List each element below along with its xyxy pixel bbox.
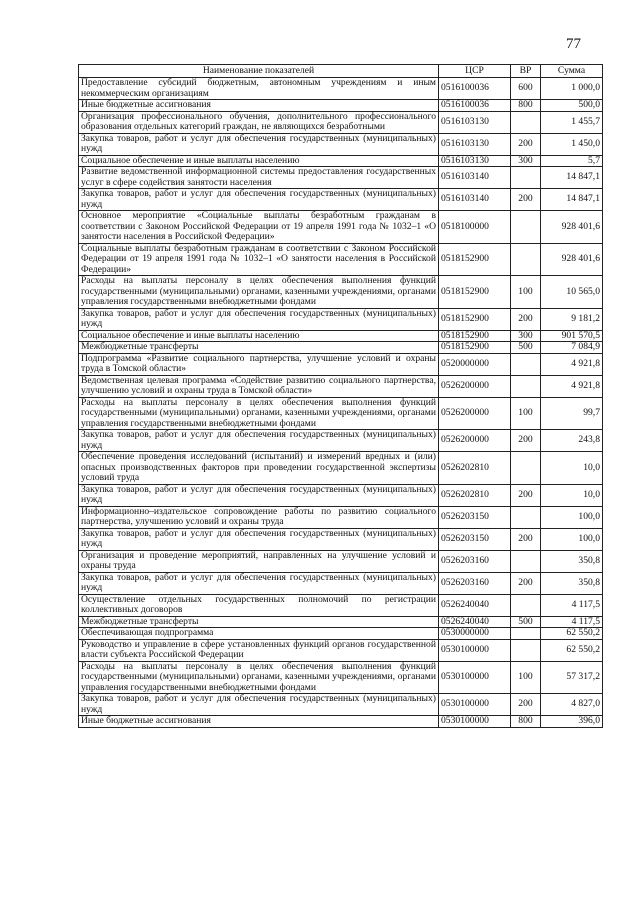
cell-csr: 0520000000 — [439, 353, 511, 375]
cell-vr: 800 — [511, 716, 541, 728]
cell-sum: 100,0 — [541, 528, 603, 550]
cell-vr — [511, 167, 541, 189]
cell-name: Закупка товаров, работ и услуг для обеспечения государственных (муниципальных) нужд — [79, 528, 439, 550]
table-row — [79, 353, 603, 375]
cell-vr: 500 — [511, 616, 541, 628]
table-row — [79, 594, 603, 616]
cell-vr: 200 — [511, 528, 541, 550]
table-row — [79, 133, 603, 155]
cell-name: Подпрограмма «Развитие социального партнерства, улучшение условий и охраны труда в Томской области» — [79, 353, 439, 375]
cell-vr: 200 — [511, 189, 541, 211]
table-row — [79, 342, 603, 354]
cell-sum: 350,8 — [541, 572, 603, 594]
cell-csr: 0530100000 — [439, 716, 511, 728]
cell-vr — [511, 506, 541, 528]
cell-csr: 0526202810 — [439, 452, 511, 485]
cell-vr — [511, 639, 541, 661]
cell-csr: 0526203160 — [439, 572, 511, 594]
table-row — [79, 616, 603, 628]
table-row — [79, 550, 603, 572]
cell-sum: 10 565,0 — [541, 276, 603, 309]
page-number: 77 — [566, 36, 581, 52]
cell-csr: 0526200000 — [439, 397, 511, 430]
table-row — [79, 167, 603, 189]
cell-vr — [511, 594, 541, 616]
cell-csr: 0526240040 — [439, 616, 511, 628]
cell-csr: 0526200000 — [439, 430, 511, 452]
cell-csr: 0518152900 — [439, 342, 511, 354]
cell-csr: 0530100000 — [439, 661, 511, 694]
cell-csr: 0526203160 — [439, 550, 511, 572]
cell-sum: 14 847,1 — [541, 167, 603, 189]
cell-csr: 0518152900 — [439, 330, 511, 342]
table-row — [79, 639, 603, 661]
cell-name: Закупка товаров, работ и услуг для обеспечения государственных (муниципальных) нужд — [79, 694, 439, 716]
table-row — [79, 430, 603, 452]
cell-csr: 0518152900 — [439, 243, 511, 276]
cell-sum: 62 550,2 — [541, 639, 603, 661]
cell-sum: 7 084,9 — [541, 342, 603, 354]
header-csr: ЦСР — [439, 65, 511, 78]
cell-vr: 200 — [511, 572, 541, 594]
cell-sum: 500,0 — [541, 100, 603, 112]
cell-vr: 200 — [511, 484, 541, 506]
table-row — [79, 484, 603, 506]
cell-name: Осуществление отдельных государственных полномочий по регистрации коллективных договоров — [79, 594, 439, 616]
table-row — [79, 189, 603, 211]
header-sum: Сумма — [541, 65, 603, 78]
table-row — [79, 78, 603, 100]
table-header — [79, 65, 603, 78]
cell-sum: 396,0 — [541, 716, 603, 728]
cell-csr: 0530000000 — [439, 628, 511, 640]
cell-vr: 200 — [511, 430, 541, 452]
cell-name: Основное мероприятие «Социальные выплаты безработным гражданам в соответствии с Законом Российской Федерации от 19 апреля 1991 года № 1032–1 «О занятости населения в Российской Федерации» — [79, 211, 439, 244]
cell-csr: 0516100036 — [439, 100, 511, 112]
table-row — [79, 528, 603, 550]
cell-name: Социальное обеспечение и иные выплаты населению — [79, 330, 439, 342]
cell-vr — [511, 628, 541, 640]
cell-name: Информационно–издательское сопровождение работы по развитию социального партнерства, улучшению условий и охраны труда — [79, 506, 439, 528]
cell-sum: 10,0 — [541, 452, 603, 485]
cell-sum: 4 117,5 — [541, 616, 603, 628]
cell-name: Закупка товаров, работ и услуг для обеспечения государственных (муниципальных) нужд — [79, 430, 439, 452]
cell-csr: 0526202810 — [439, 484, 511, 506]
table-row — [79, 375, 603, 397]
cell-vr — [511, 353, 541, 375]
budget-table — [78, 64, 603, 728]
cell-csr: 0516103130 — [439, 111, 511, 133]
cell-name: Закупка товаров, работ и услуг для обеспечения государственных (муниципальных) нужд — [79, 133, 439, 155]
cell-vr — [511, 550, 541, 572]
cell-sum: 243,8 — [541, 430, 603, 452]
cell-sum: 928 401,6 — [541, 243, 603, 276]
cell-name: Обеспечивающая подпрограмма — [79, 628, 439, 640]
table-body — [79, 78, 603, 728]
header-vr: ВР — [511, 65, 541, 78]
cell-csr: 0516103140 — [439, 189, 511, 211]
table-row — [79, 243, 603, 276]
table-row — [79, 716, 603, 728]
cell-name: Иные бюджетные ассигнования — [79, 100, 439, 112]
cell-name: Организация профессионального обучения, дополнительного профессионального образования отдельных категорий граждан, не являющихся безработными — [79, 111, 439, 133]
cell-name: Межбюджетные трансферты — [79, 342, 439, 354]
cell-name: Расходы на выплаты персоналу в целях обеспечения выполнения функций государственными (муниципальными) органами, казенными учреждениями, органами управления государственными внебюджетными фондами — [79, 397, 439, 430]
cell-vr — [511, 211, 541, 244]
cell-vr: 800 — [511, 100, 541, 112]
cell-name: Ведомственная целевая программа «Содействие развитию социального партнерства, улучшению условий и охраны труда в Томской области» — [79, 375, 439, 397]
cell-vr: 100 — [511, 661, 541, 694]
cell-name: Организация и проведение мероприятий, направленных на улучшение условий и охраны труда — [79, 550, 439, 572]
cell-name: Развитие ведомственной информационной системы предоставления государственных услуг в сфере содействия занятости населения — [79, 167, 439, 189]
cell-sum: 99,7 — [541, 397, 603, 430]
header-row — [79, 65, 603, 78]
cell-sum: 14 847,1 — [541, 189, 603, 211]
cell-vr: 200 — [511, 308, 541, 330]
cell-name: Закупка товаров, работ и услуг для обеспечения государственных (муниципальных) нужд — [79, 308, 439, 330]
cell-csr: 0518152900 — [439, 276, 511, 309]
cell-name: Закупка товаров, работ и услуг для обеспечения государственных (муниципальных) нужд — [79, 189, 439, 211]
cell-csr: 0526203150 — [439, 528, 511, 550]
cell-sum: 5,7 — [541, 155, 603, 167]
cell-vr — [511, 111, 541, 133]
cell-csr: 0516100036 — [439, 78, 511, 100]
cell-vr — [511, 375, 541, 397]
cell-csr: 0530100000 — [439, 694, 511, 716]
cell-name: Закупка товаров, работ и услуг для обеспечения государственных (муниципальных) нужд — [79, 484, 439, 506]
cell-csr: 0518100000 — [439, 211, 511, 244]
cell-sum: 4 117,5 — [541, 594, 603, 616]
cell-name: Расходы на выплаты персоналу в целях обеспечения выполнения функций государственными (муниципальными) органами, казенными учреждениями, органами управления государственными внебюджетными фондами — [79, 276, 439, 309]
header-name: Наименование показателей — [79, 65, 439, 78]
cell-sum: 1 455,7 — [541, 111, 603, 133]
cell-csr: 0526200000 — [439, 375, 511, 397]
table-row — [79, 330, 603, 342]
cell-csr: 0518152900 — [439, 308, 511, 330]
cell-sum: 62 550,2 — [541, 628, 603, 640]
table-row — [79, 276, 603, 309]
cell-sum: 57 317,2 — [541, 661, 603, 694]
cell-sum: 4 921,8 — [541, 375, 603, 397]
cell-vr — [511, 452, 541, 485]
cell-vr: 500 — [511, 342, 541, 354]
cell-name: Расходы на выплаты персоналу в целях обеспечения выполнения функций государственными (муниципальными) органами, казенными учреждениями, органами управления государственными внебюджетными фондами — [79, 661, 439, 694]
table-row — [79, 694, 603, 716]
cell-vr: 300 — [511, 155, 541, 167]
cell-vr: 200 — [511, 133, 541, 155]
table-row — [79, 155, 603, 167]
cell-vr: 600 — [511, 78, 541, 100]
cell-name: Социальные выплаты безработным гражданам в соответствии с Законом Российской Федерации от 19 апреля 1991 года № 1032–1 «О занятости населения в Российской Федерации» — [79, 243, 439, 276]
cell-sum: 10,0 — [541, 484, 603, 506]
cell-csr: 0526203150 — [439, 506, 511, 528]
cell-sum: 4 921,8 — [541, 353, 603, 375]
table-row — [79, 308, 603, 330]
cell-sum: 1 000,0 — [541, 78, 603, 100]
table-row — [79, 628, 603, 640]
cell-csr: 0516103130 — [439, 155, 511, 167]
cell-name: Социальное обеспечение и иные выплаты населению — [79, 155, 439, 167]
cell-name: Руководство и управление в сфере установленных функций органов государственной власти субъекта Российской Федерации — [79, 639, 439, 661]
cell-vr: 200 — [511, 694, 541, 716]
cell-vr: 100 — [511, 276, 541, 309]
table-row — [79, 661, 603, 694]
cell-name: Закупка товаров, работ и услуг для обеспечения государственных (муниципальных) нужд — [79, 572, 439, 594]
cell-vr: 300 — [511, 330, 541, 342]
cell-name: Межбюджетные трансферты — [79, 616, 439, 628]
cell-sum: 100,0 — [541, 506, 603, 528]
table-row — [79, 211, 603, 244]
cell-csr: 0530100000 — [439, 639, 511, 661]
cell-csr: 0526240040 — [439, 594, 511, 616]
table-row — [79, 452, 603, 485]
cell-sum: 901 570,5 — [541, 330, 603, 342]
cell-sum: 1 450,0 — [541, 133, 603, 155]
cell-sum: 350,8 — [541, 550, 603, 572]
cell-csr: 0516103140 — [439, 167, 511, 189]
table-row — [79, 397, 603, 430]
cell-sum: 928 401,6 — [541, 211, 603, 244]
table-row — [79, 100, 603, 112]
table-row — [79, 111, 603, 133]
cell-name: Иные бюджетные ассигнования — [79, 716, 439, 728]
cell-vr — [511, 243, 541, 276]
table-row — [79, 506, 603, 528]
cell-sum: 9 181,2 — [541, 308, 603, 330]
cell-csr: 0516103130 — [439, 133, 511, 155]
cell-name: Обеспечение проведения исследований (испытаний) и измерений вредных и (или) опасных производственных факторов при проведении государственной экспертизы условий труда — [79, 452, 439, 485]
cell-sum: 4 827,0 — [541, 694, 603, 716]
cell-vr: 100 — [511, 397, 541, 430]
table-row — [79, 572, 603, 594]
cell-name: Предоставление субсидий бюджетным, автономным учреждениям и иным некоммерческим организациям — [79, 78, 439, 100]
